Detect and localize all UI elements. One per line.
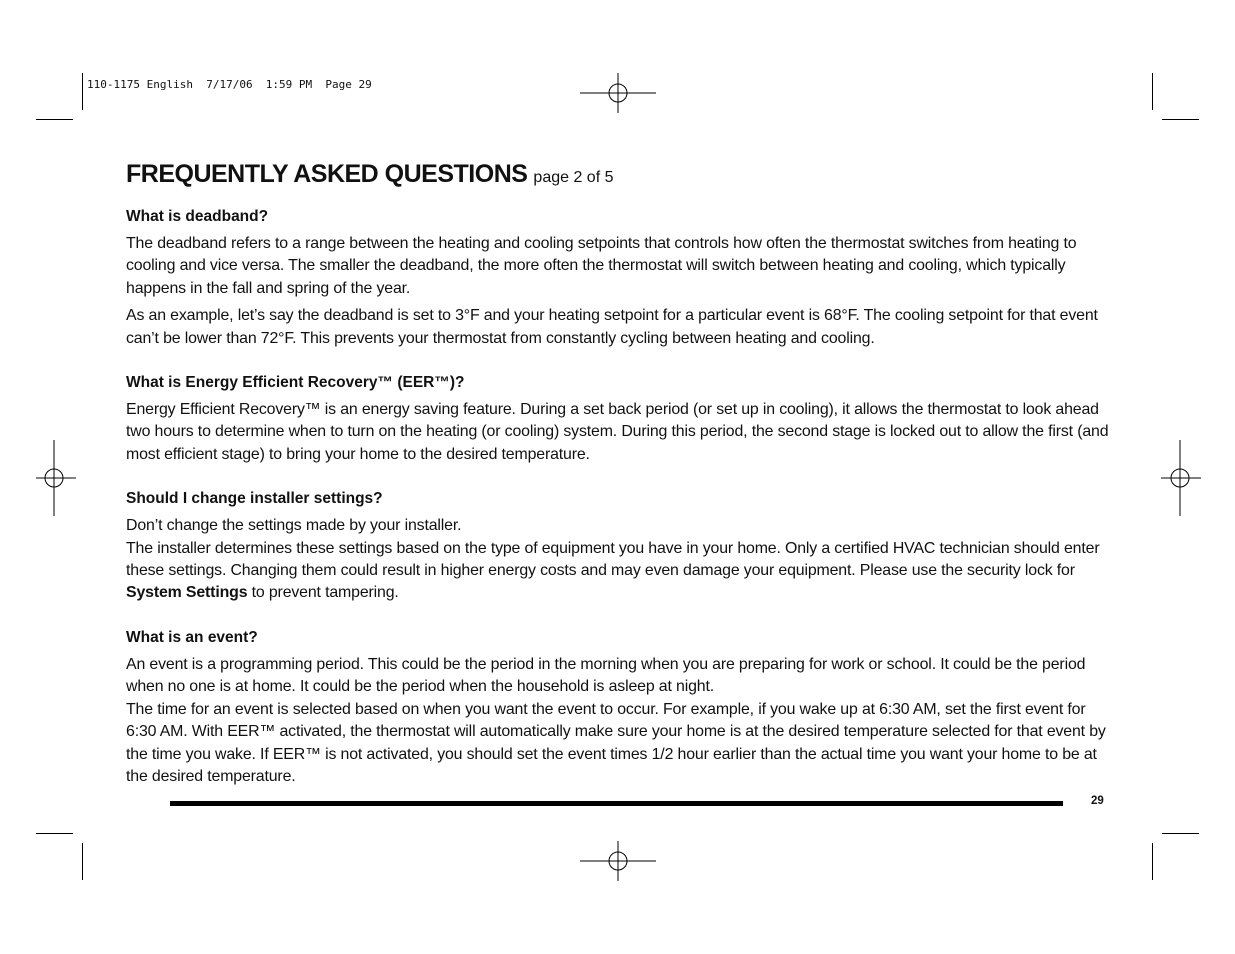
faq-section-event [126, 627, 1111, 788]
faq-page-content [126, 158, 1111, 788]
printer-slug: 110-1175 English 7/17/06 1:59 PM Page 29 [87, 78, 372, 91]
crop-mark-top-left-h [36, 119, 73, 120]
registration-mark-left-icon [36, 440, 76, 516]
faq-section-eer [126, 372, 1111, 466]
registration-mark-bottom-icon [580, 841, 656, 881]
crop-mark-top-left-v [82, 73, 83, 110]
faq-answer-paragraph: The deadband refers to a range between the heating and cooling setpoints that controls how often the thermostat switches from heating to cooling and vice versa. The smaller the deadband, the more often the thermostat will switch between heating and cooling, which typically happens in the fall and spring of the year. [126, 235, 1077, 297]
faq-question: What is an event? [126, 628, 258, 646]
faq-answer-paragraph: As an example, let’s say the deadband is set to 3°F and your heating setpoint for a particular event is 68°F. The cooling setpoint for that event can’t be lower than 72°F. This prevents your thermostat from constantly cycling between heating and cooling. [126, 307, 1098, 347]
page-header [126, 158, 1111, 194]
answer-text: The installer determines these settings based on the type of equipment you have in your home. Only a certified HVAC technician should enter these settings. Changing them could result in higher energy costs and may even damage your equipment. Please use the security lock for [126, 539, 1100, 580]
crop-mark-bottom-right-v [1152, 843, 1153, 880]
faq-answer-paragraph [126, 538, 1111, 605]
answer-text: to prevent tampering. [247, 584, 399, 602]
faq-question: What is deadband? [126, 208, 269, 225]
system-settings-emphasis: System Settings [126, 584, 248, 602]
footer-rule [170, 801, 1063, 806]
crop-mark-bottom-left-v [82, 843, 83, 880]
crop-mark-bottom-right-h [1162, 833, 1199, 834]
faq-question: Should I change installer settings? [126, 490, 383, 508]
faq-answer-paragraph: Energy Efficient Recovery™ is an energy saving feature. During a set back period (or set up in cooling), it allows the thermostat to look ahead two hours to determine when to turn on the heating (or cooling) system. During this period, the second stage is locked out to allow the first (and most efficient stage) to bring your home to the desired temperature. [126, 401, 1109, 463]
page-number: 29 [1091, 795, 1104, 807]
faq-section-deadband [126, 206, 1111, 350]
page-title: FREQUENTLY ASKED QUESTIONS [126, 160, 528, 188]
faq-question: What is Energy Efficient Recovery™ (EER™)? [126, 374, 465, 392]
crop-mark-top-right-h [1162, 119, 1199, 120]
faq-answer-paragraph: The time for an event is selected based on when you want the event to occur. For example, if you wake up at 6:30 AM, set the first event for 6:30 AM. With EER™ activated, the thermostat will automatically make sure your home is at the desired temperature selected for that event by the time you wake. If EER™ is not activated, you should set the event times 1/2 hour earlier than the actual time you want your home to be at the desired temperature. [126, 700, 1106, 785]
crop-mark-top-right-v [1152, 73, 1153, 110]
registration-mark-right-icon [1161, 440, 1201, 516]
page-subtitle: page 2 of 5 [533, 169, 614, 186]
registration-mark-top-icon [580, 73, 656, 113]
faq-answer-paragraph: Don’t change the settings made by your installer. [126, 517, 462, 535]
crop-mark-bottom-left-h [36, 833, 73, 834]
faq-section-installer-settings [126, 488, 1111, 605]
faq-answer-paragraph: An event is a programming period. This could be the period in the morning when you are preparing for work or school. It could be the period when no one is at home. It could be the period when the household is asleep at night. [126, 655, 1086, 696]
